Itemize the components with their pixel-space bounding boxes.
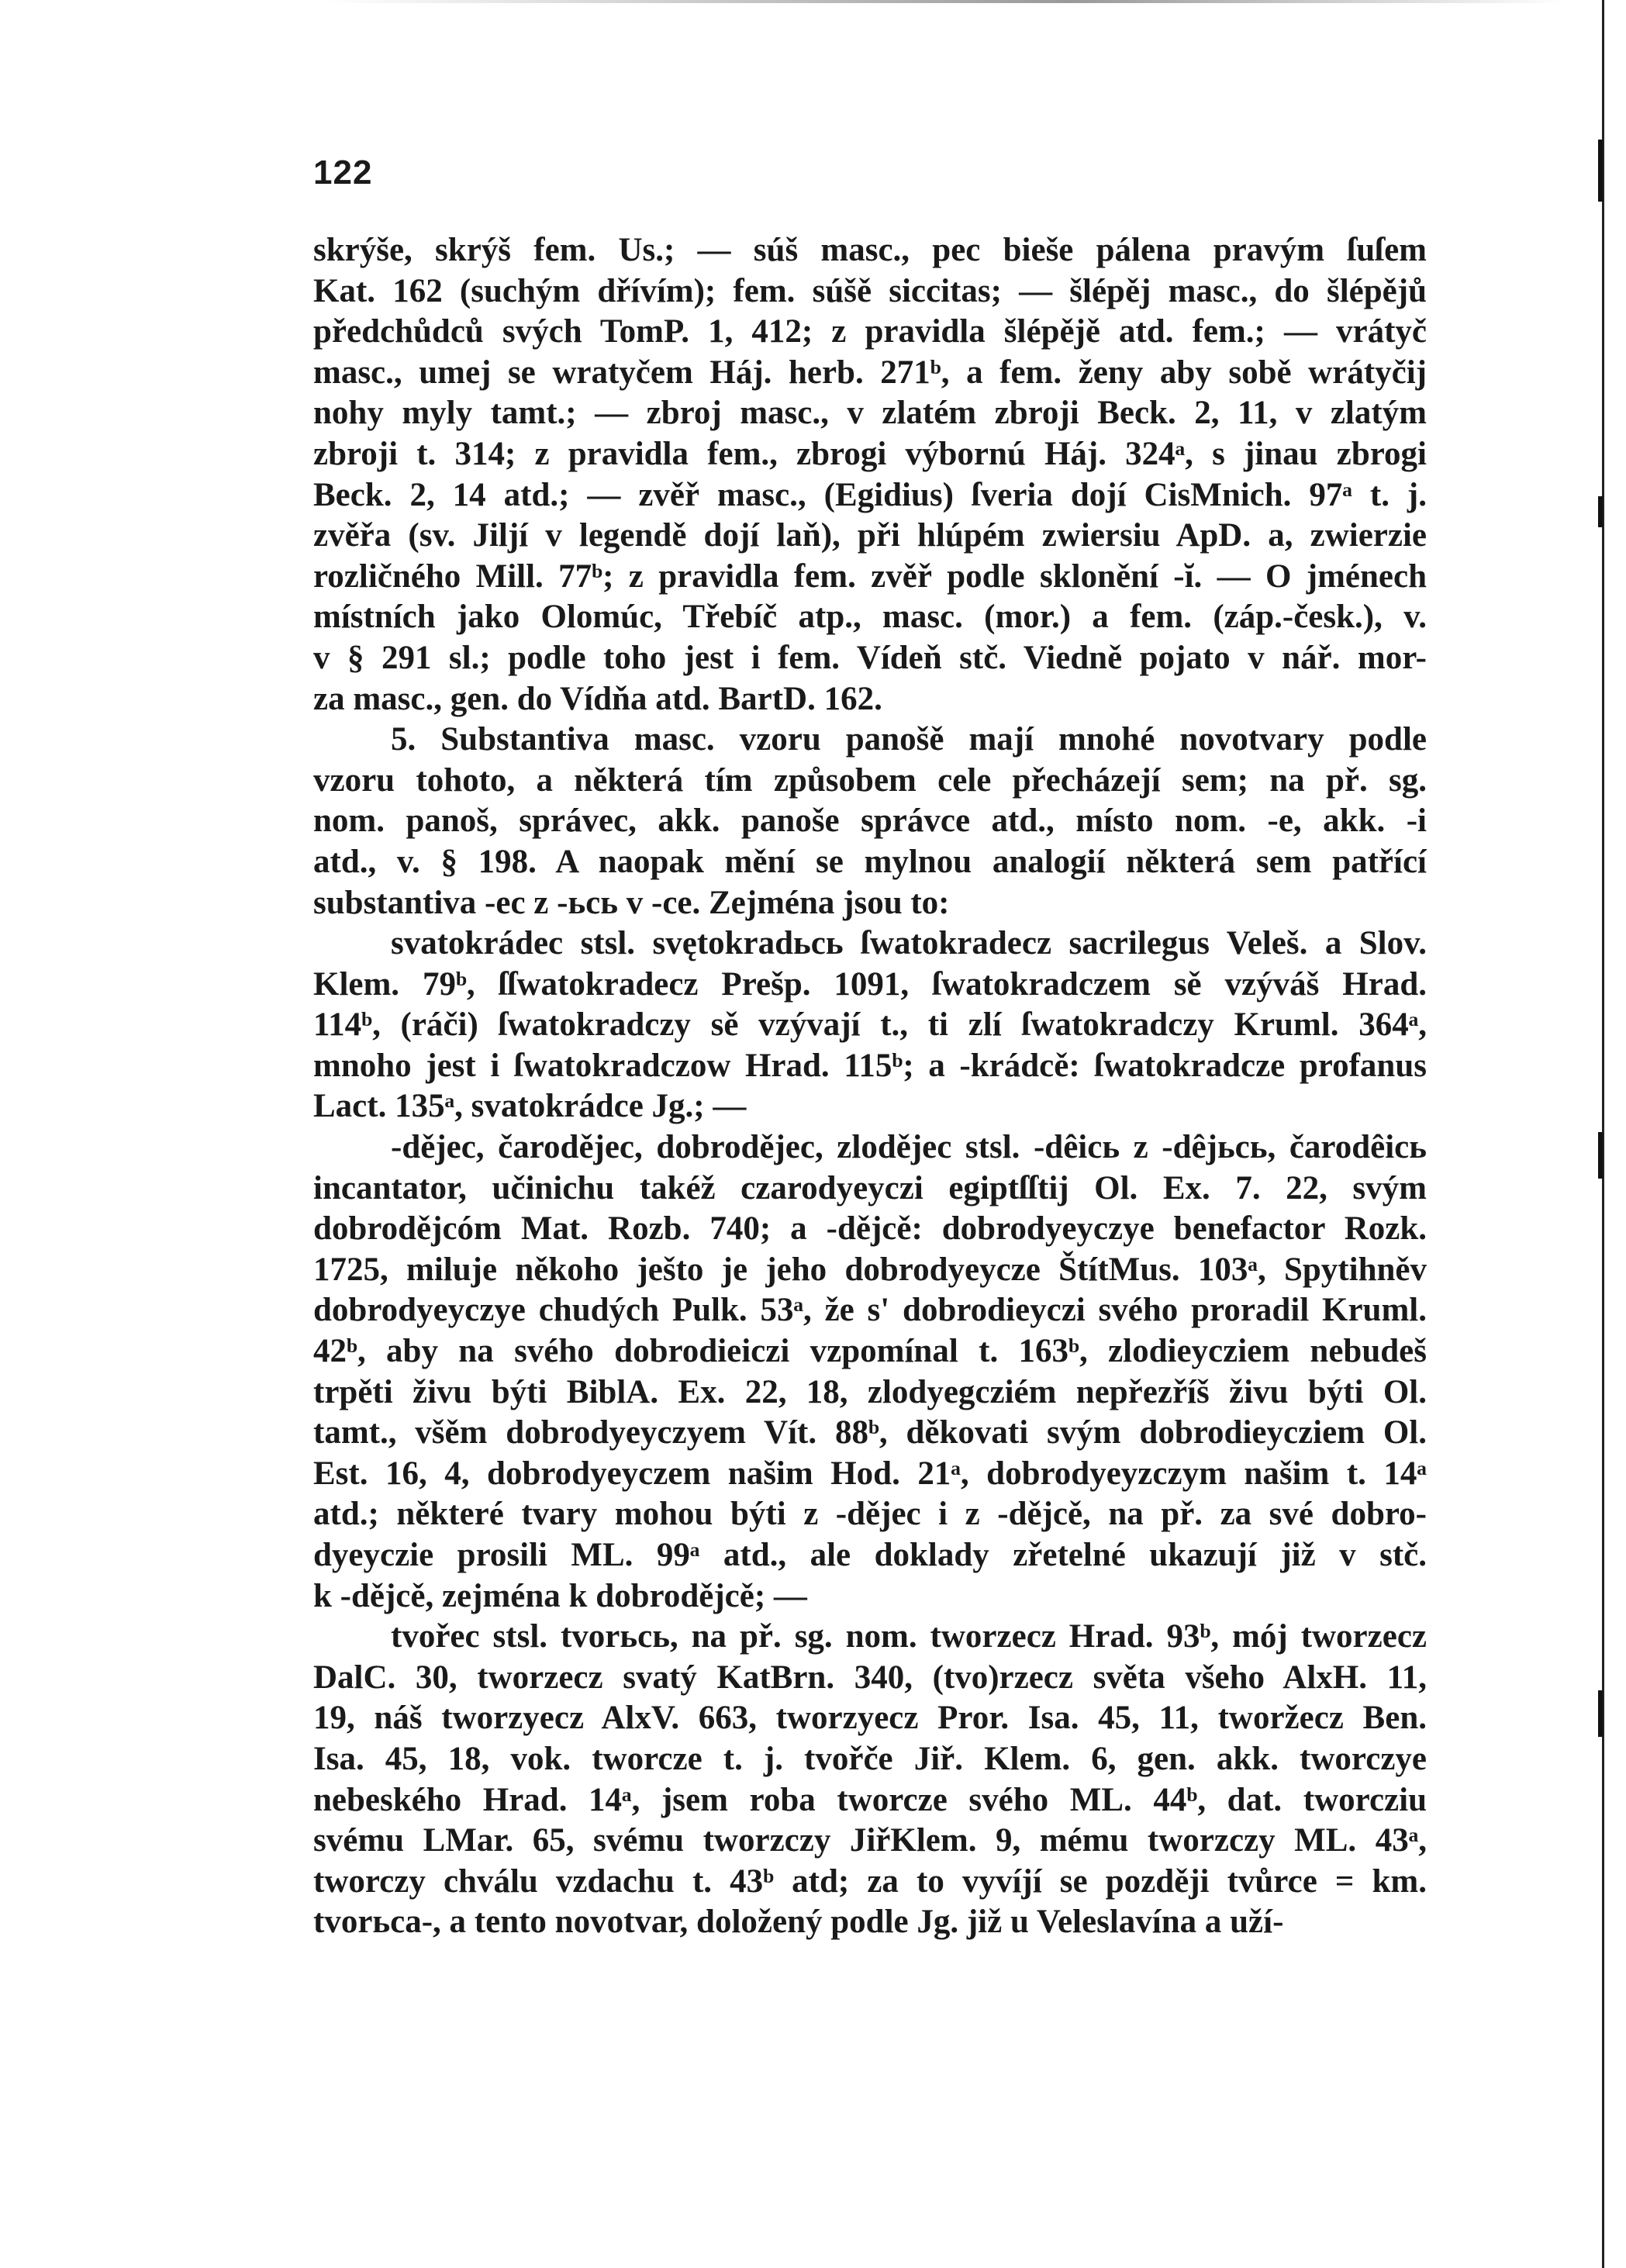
text-line: tvorьca-, a tento novotvar, doložený podle Jg. již u Veleslavína a uží- [313,1904,1284,1941]
paragraph-start: 5. Substantiva masc. vzoru panošě mají mnohé novotvary podle [391,721,1427,758]
text-line: dyeyczie prosili ML. 99ᵃ atd., ale doklady zřetelné ukazují již v stč. [313,1537,1427,1573]
text-line: v § 291 sl.; podle toho jest i fem. Vídeň stč. Viedně pojato v nář. mor- [313,639,1427,676]
text-line: 42ᵇ, aby na svého dobrodieiczi vzpomínal t. 163ᵇ, zlodieycziem nebudeš [313,1333,1427,1370]
text-line: atd., v. § 198. A naopak mění se mylnou analogií některá sem patřící [313,843,1427,880]
text-line: substantiva -ec z -ьсь v -ce. Zejména jsou to: [313,884,950,921]
text-line: Est. 16, 4, dobrodyeyczem našim Hod. 21ᵃ, dobrodyeyzczym našim t. 14ᵃ [313,1455,1427,1492]
paragraph-start: -dějec, čarodějec, dobrodějec, zlodějec stsl. -dêicь z -dêjьсь, čarodêicь [391,1129,1427,1166]
paragraph-start: tvořec stsl. tvorьсь, na př. sg. nom. tworzecz Hrad. 93ᵇ, mój tworzecz [391,1618,1427,1655]
text-line: předchůdců svých TomP. 1, 412; z pravidla šlépějě atd. fem.; — vrátyč [313,313,1427,350]
page-number: 122 [313,154,373,192]
text-line: místních jako Olomúc, Třebíč atp., masc. (mor.) a fem. (záp.-česk.), v. [313,599,1427,636]
edge-mark [1598,140,1603,202]
text-line: Lact. 135ᵃ, svatokrádce Jg.; — [313,1088,747,1125]
text-line: Beck. 2, 14 atd.; — zvěř masc., (Egidius) ſveria dojí CisMnich. 97ᵃ t. j. [313,476,1427,513]
text-line: DalC. 30, tworzecz svatý KatBrn. 340, (tvo)rzecz světa všeho AlxH. 11, [313,1659,1427,1696]
text-line: vzoru tohoto, a některá tím způsobem cele přecházejí sem; na př. sg. [313,761,1427,799]
text-line: dobrodějcóm Mat. Rozb. 740; a -dějcě: dobrodyeyczye benefactor Rozk. [313,1210,1427,1248]
text-line: trpěti živu býti BiblA. Ex. 22, 18, zlodyegcziém nepřezříš živu býti Ol. [313,1373,1427,1410]
text-line: Isa. 45, 18, vok. tworcze t. j. tvořče Jiř. Klem. 6, gen. akk. tworczye [313,1740,1427,1777]
text-line: 19, náš tworzyecz AlxV. 663, tworzyecz Pror. Isa. 45, 11, tworžecz Ben. [313,1700,1427,1737]
text-line: mnoho jest i ſwatokradczow Hrad. 115ᵇ; a -krádcě: ſwatokradcze profanus [313,1047,1427,1084]
edge-mark [1598,1690,1603,1737]
text-line: atd.; některé tvary mohou býti z -dějec i z -dějcě, na př. za své dobro- [313,1496,1427,1533]
text-line: skrýše, skrýš fem. Us.; — súš masc., pec bieše pálena pravým ſuſem [313,232,1427,268]
text-line: tworczy chválu vzdachu t. 43ᵇ atd; za to vyvíjí se později tvůrce = km. [313,1862,1427,1900]
text-line: rozličného Mill. 77ᵇ; z pravidla fem. zvěř podle sklonění -ĭ. — O jménech [313,558,1427,595]
text-line: 1725, miluje někoho ješto je jeho dobrodyeycze ŠtítMus. 103ᵃ, Spytihněv [313,1251,1427,1288]
paragraph-start: svatokrádec stsl. svętokradьсь ſwatokradecz sacrilegus Veleš. a Slov. [391,925,1427,962]
text-line: zbroji t. 314; z pravidla fem., zbrogi výbornú Háj. 324ᵃ, s jinau zbrogi [313,435,1427,472]
text-line: tamt., všěm dobrodyeyczyem Vít. 88ᵇ, děkovati svým dobrodieycziem Ol. [313,1414,1427,1452]
text-line: nohy myly tamt.; — zbroj masc., v zlatém zbroji Beck. 2, 11, v zlatým [313,395,1427,432]
edge-mark [1598,496,1603,527]
text-line: za masc., gen. do Vídňa atd. BartD. 162. [313,680,882,717]
text-line: dobrodyeyczye chudých Pulk. 53ᵃ, že s' dobrodieyczi svého proradil Kruml. [313,1292,1427,1329]
text-line: nom. panoš, správec, akk. panoše správce atd., místo nom. -e, akk. -i [313,803,1427,840]
text-line: Kat. 162 (suchým dřívím); fem. súšě siccitas; — šlépěj masc., do šlépějů [313,272,1427,309]
text-line: masc., umej se wratyčem Háj. herb. 271ᵇ, a fem. ženy aby sobě wrátyčij [313,354,1427,391]
scan-right-edge [1602,0,1626,2268]
text-line: k -dějcě, zejména k dobrodějcě; — [313,1577,807,1614]
edge-mark [1598,1132,1603,1179]
text-line: svému LMar. 65, svému tworzczy JiřKlem. 9, mému tworzczy ML. 43ᵃ, [313,1822,1427,1859]
text-line: Klem. 79ᵇ, ſſwatokradecz Prešp. 1091, ſwatokradczem sě vzýváš Hrad. [313,965,1427,1003]
text-line: nebeského Hrad. 14ᵃ, jsem roba tworcze svého ML. 44ᵇ, dat. tworcziu [313,1781,1427,1818]
scan-top-edge [326,0,1566,3]
body-text [313,230,1427,1943]
text-line: zvěřa (sv. Jiljí v legendě dojí laň), při hlúpém zwiersiu ApD. a, zwierzie [313,517,1427,554]
text-line: incantator, učinichu takéž czarodyeyczi egiptſſtij Ol. Ex. 7. 22, svým [313,1169,1427,1206]
text-line: 114ᵇ, (ráči) ſwatokradczy sě vzývají t., ti zlí ſwatokradczy Kruml. 364ᵃ, [313,1006,1427,1044]
